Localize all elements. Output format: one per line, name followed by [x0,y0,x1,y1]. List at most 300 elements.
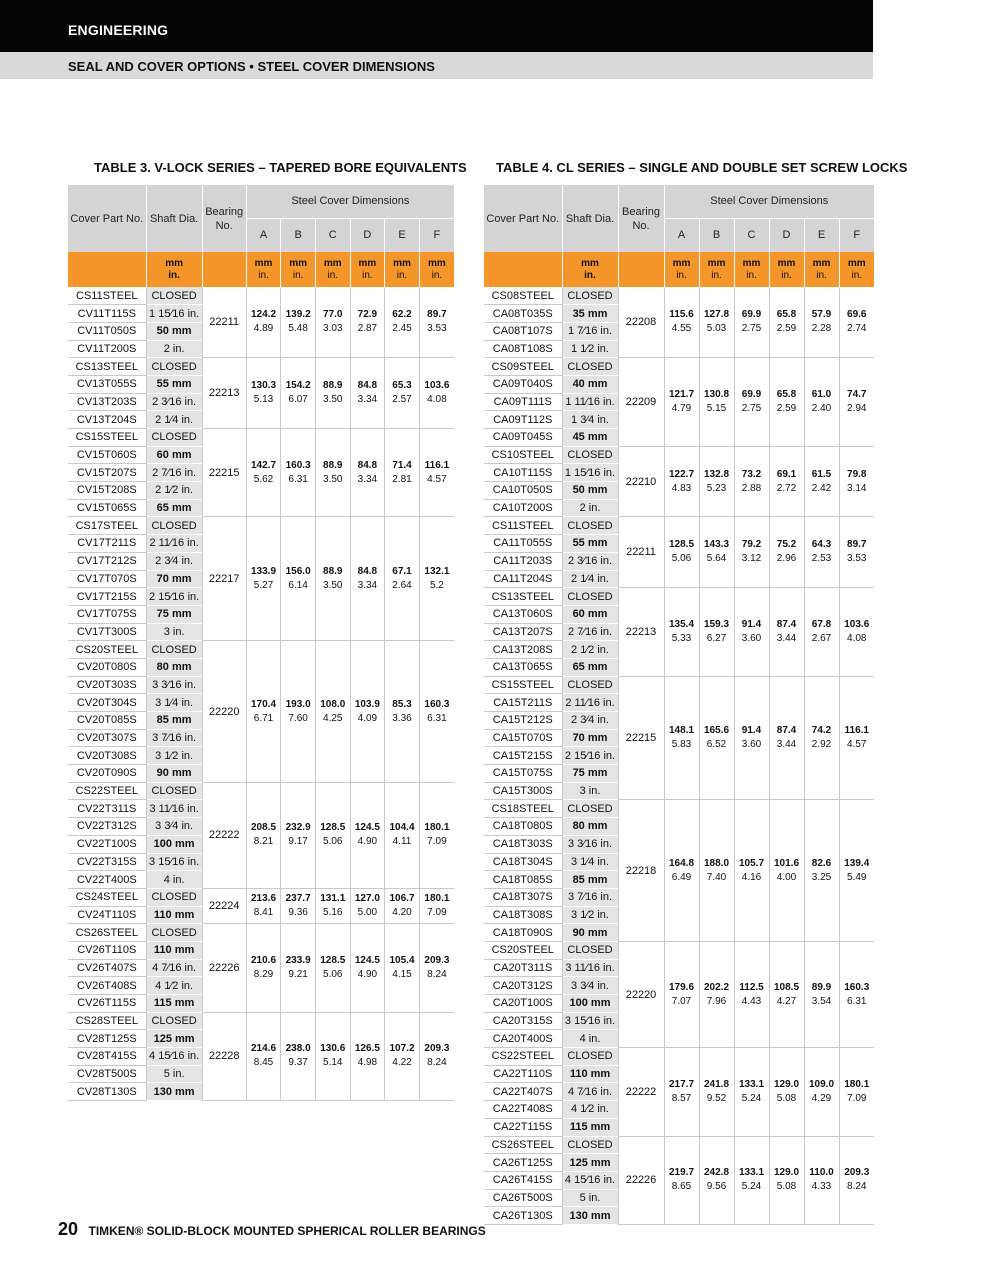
dimension-mm: 156.0 [285,565,311,577]
dimension-in: 3.54 [811,995,832,1007]
unit-mm: mm [428,257,446,269]
unit-in: in. [327,269,339,281]
cover-part-number: CS13STEEL [68,358,146,376]
dimension-in: 2.57 [392,394,412,406]
dimension-in: 3.12 [741,553,762,565]
dimension-mm: 109.0 [808,1078,835,1090]
dimension-value [350,888,385,923]
dimension-mm: 69.1 [776,468,797,480]
cover-part-number: CA20T315S [484,1012,562,1030]
cover-part-number: CV22T315S [68,853,146,871]
shaft-diameter: 65 mm [146,499,202,517]
dimension-value [769,800,804,942]
cover-part-number: CV17T300S [68,623,146,641]
dimension-mm: 209.3 [844,1167,870,1179]
dimension-mm: 89.7 [847,539,867,551]
cover-part-number: CA15T300S [484,782,562,800]
dimension-mm: 91.4 [741,618,762,630]
dimension-value [734,446,769,517]
dimension-mm: 74.2 [811,725,832,737]
bearing-number: 22215 [618,676,664,800]
shaft-diameter: CLOSED [562,358,618,376]
dimension-mm: 69.6 [847,309,867,321]
cover-part-number: CS22STEEL [484,1048,562,1066]
dimension-in: 5.33 [671,632,692,644]
shaft-diameter: 4 1⁄2 in. [562,1101,618,1119]
dimension-mm: 57.9 [811,309,832,321]
shaft-diameter: 90 mm [146,765,202,783]
cover-part-number: CV26T110S [68,941,146,959]
dimension-mm: 133.9 [250,565,277,577]
dimension-in: 8.45 [253,1057,274,1069]
unit-mm: mm [323,257,342,269]
dimension-mm: 179.6 [668,981,695,993]
dimension-in: 4.27 [776,995,797,1007]
dimension-in: 4.55 [671,323,692,335]
table-row [484,446,874,464]
dimension-in: 3.34 [357,473,378,485]
cover-part-number: CA18T307S [484,888,562,906]
cover-part-number: CA15T212S [484,712,562,730]
shaft-diameter: CLOSED [146,517,202,535]
shaft-diameter: 3 in. [562,782,618,800]
shaft-unit-in: in. [584,269,596,281]
dimension-in: 3.53 [427,323,447,335]
dimension-mm: 116.1 [424,459,450,471]
shaft-diameter: 75 mm [146,605,202,623]
dimension-mm: 85.3 [392,698,412,710]
dimension-in: 3.36 [392,712,412,724]
bearing-number: 22211 [618,517,664,588]
dimension-value [246,429,281,517]
dimension-in: 7.07 [671,995,692,1007]
dimension-mm: 219.7 [668,1167,695,1179]
shaft-diameter: 55 mm [146,375,202,393]
bearing-number: 22217 [202,517,246,641]
dimension-mm: 180.1 [424,822,450,834]
shaft-diameter: 2 1⁄4 in. [146,411,202,429]
dimension-in: 6.07 [288,394,308,406]
dimension-in: 5.06 [323,968,343,980]
shaft-diameter: 2 15⁄16 in. [562,747,618,765]
dimension-value [734,676,769,800]
table-row [484,358,874,376]
dimension-letter: B [281,218,316,252]
table-row [484,287,874,305]
dimension-unit [281,252,316,287]
dimension-in: 5.14 [323,1057,343,1069]
dimension-in: 5.08 [776,1092,797,1104]
dimension-value [804,1048,839,1136]
section-header-bar [0,0,873,52]
dimension-value [315,782,350,888]
dimension-value [246,517,281,641]
shaft-diameter: 60 mm [562,605,618,623]
dimension-mm: 130.6 [320,1043,346,1055]
dimension-value [419,924,454,1012]
dimension-mm: 142.7 [250,459,277,471]
steel-cover-dimensions-header: Steel Cover Dimensions [664,185,874,218]
unit-in: in. [292,269,304,281]
dimension-mm: 64.3 [811,539,832,551]
dimension-value [699,358,734,446]
dimension-value [385,429,420,517]
shaft-diameter: 110 mm [562,1065,618,1083]
dimension-mm: 112.5 [739,981,764,993]
shaft-diameter: 60 mm [146,446,202,464]
unit-mm: mm [672,257,691,269]
shaft-diameter: 4 in. [562,1030,618,1048]
dimension-mm: 214.6 [250,1043,277,1055]
dimension-value [804,800,839,942]
dimension-mm: 133.1 [738,1167,765,1179]
cover-part-number: CV26T407S [68,959,146,977]
table-row [484,676,874,694]
dimension-in: 2.96 [776,553,797,565]
shaft-diameter: CLOSED [146,287,202,305]
dimension-value [769,588,804,676]
shaft-diameter: 2 11⁄16 in. [562,694,618,712]
cover-part-number: CV22T100S [68,835,146,853]
units-blank [146,252,202,287]
dimension-mm: 202.2 [703,981,730,993]
dimension-value [419,358,454,429]
dimension-in: 9.17 [288,836,308,848]
dimension-value [385,1012,420,1100]
dimension-mm: 74.7 [847,388,867,400]
shaft-diameter: 3 3⁄4 in. [562,977,618,995]
cover-part-number: CA13T207S [484,623,562,641]
cover-part-number: CV28T500S [68,1065,146,1083]
cover-part-number: CS26STEEL [68,924,146,942]
bearing-number: 22209 [618,358,664,446]
shaft-diameter: 80 mm [562,818,618,836]
cover-part-number: CV13T204S [68,411,146,429]
shaft-diameter: 55 mm [562,535,618,553]
shaft-diameter: CLOSED [146,641,202,659]
dimension-letter: F [839,218,874,252]
cover-part-number: CA10T115S [484,464,562,482]
cover-part-number: CS18STEEL [484,800,562,818]
dimension-value [839,800,874,942]
shaft-diameter: CLOSED [562,1136,618,1154]
table-row [484,800,874,818]
unit-mm: mm [289,257,308,269]
shaft-diameter: 4 7⁄16 in. [146,959,202,977]
cover-part-number: CA15T075S [484,765,562,783]
dimension-in: 5.08 [776,1181,797,1193]
dimension-unit [419,252,454,287]
dimension-in: 9.37 [288,1057,308,1069]
shaft-diameter: 1 15⁄16 in. [146,305,202,323]
shaft-diameter: CLOSED [562,287,618,305]
dimension-mm: 164.8 [668,857,695,869]
dimension-value [664,1048,699,1136]
shaft-diameter: 2 3⁄4 in. [562,712,618,730]
dimension-value [699,1136,734,1224]
shaft-diameter: 3 1⁄4 in. [562,853,618,871]
dimension-value [419,287,454,358]
shaft-diameter: 115 mm [562,1118,618,1136]
dimension-value [246,287,281,358]
cover-part-number: CV26T408S [68,977,146,995]
dimension-mm: 159.3 [703,618,730,630]
dimension-value [839,1136,874,1224]
cover-part-number: CV15T065S [68,499,146,517]
header-row [484,185,874,218]
dimension-mm: 110.0 [809,1167,834,1179]
dimension-mm: 180.1 [424,893,450,905]
dimension-value [699,941,734,1047]
dimension-value [769,676,804,800]
dimension-value [281,287,316,358]
dimension-letter: E [385,218,420,252]
shaft-diameter: 1 15⁄16 in. [562,464,618,482]
dimension-in: 2.45 [392,323,412,335]
dimension-mm: 106.7 [389,893,415,905]
dimension-in: 2.42 [811,482,832,494]
dimension-mm: 88.9 [323,380,343,392]
unit-mm: mm [393,257,411,269]
shaft-diameter: CLOSED [146,429,202,447]
dimension-in: 2.53 [811,553,832,565]
dimension-value [281,641,316,783]
table-row [484,517,874,535]
bearing-number: 22224 [202,888,246,923]
dimension-in: 2.92 [811,739,832,751]
dimension-value [246,641,281,783]
cover-part-number: CV15T208S [68,482,146,500]
cover-part-number: CA13T060S [484,605,562,623]
dimension-in: 4.33 [811,1181,832,1193]
dimension-in: 2.67 [811,632,832,644]
dimension-in: 9.21 [288,968,308,980]
dimension-unit [734,252,769,287]
shaft-diameter: 3 11⁄16 in. [562,959,618,977]
dimension-mm: 65.8 [776,388,797,400]
dimension-mm: 107.2 [389,1043,415,1055]
dimension-mm: 84.8 [357,380,378,392]
dimension-value [699,676,734,800]
dimension-in: 5.49 [847,871,867,883]
unit-in: in. [676,269,687,281]
shaft-diameter: CLOSED [562,1048,618,1066]
dimension-value [699,1048,734,1136]
dimension-in: 7.09 [427,836,447,848]
unit-in: in. [396,269,408,281]
unit-in: in. [431,269,443,281]
dimension-value [419,517,454,641]
dimension-in: 5.23 [706,482,727,494]
dimension-mm: 160.3 [424,698,450,710]
dimension-mm: 79.8 [847,468,867,480]
shaft-diameter: 4 7⁄16 in. [562,1083,618,1101]
dimension-value [734,941,769,1047]
dimension-value [804,676,839,800]
dimension-in: 4.89 [253,323,274,335]
page-subtitle: SEAL AND COVER OPTIONS • STEEL COVER DIMENSIONS [68,59,435,74]
dimension-mm: 210.6 [250,954,277,966]
dimension-letter: A [246,218,281,252]
dimension-mm: 148.1 [668,725,695,737]
cover-part-number: CV26T115S [68,995,146,1013]
dimension-mm: 121.7 [668,388,695,400]
cover-part-number: CV17T075S [68,605,146,623]
dimension-mm: 115.6 [669,309,694,321]
dimension-value [734,1136,769,1224]
dimension-mm: 108.0 [320,698,346,710]
bearing-number: 22226 [618,1136,664,1224]
dimension-in: 4.08 [427,394,447,406]
dimension-value [350,924,385,1012]
dimension-in: 3.60 [741,739,762,751]
dimension-in: 5.48 [288,323,308,335]
dimension-value [350,517,385,641]
dimension-value [699,800,734,942]
dimension-value [246,924,281,1012]
dimension-mm: 84.8 [357,459,378,471]
shaft-diameter: 45 mm [562,429,618,447]
dimension-value [839,1048,874,1136]
cover-part-number: CA22T407S [484,1083,562,1101]
dimension-in: 5.06 [323,836,343,848]
cover-part-number: CV11T115S [68,305,146,323]
dimension-value [419,888,454,923]
dimension-mm: 209.3 [424,954,450,966]
cover-part-number: CA18T080S [484,818,562,836]
shaft-diameter: 70 mm [562,729,618,747]
dimension-in: 2.59 [776,323,797,335]
unit-in: in. [711,269,722,281]
dimension-mm: 62.2 [392,309,412,321]
steel-cover-dimensions-header: Steel Cover Dimensions [246,185,454,218]
table-row [68,641,454,659]
shaft-diameter: 4 in. [146,871,202,889]
dimension-in: 4.98 [357,1057,378,1069]
dimension-value [664,588,699,676]
dimension-in: 5.15 [706,402,727,414]
col-shaft-header: Shaft Dia. [562,185,618,252]
dimension-value [315,888,350,923]
dimension-in: 5.24 [741,1181,762,1193]
cover-part-number: CV28T125S [68,1030,146,1048]
shaft-diameter: 2 3⁄16 in. [562,552,618,570]
dimension-mm: 238.0 [285,1043,311,1055]
dimension-value [246,1012,281,1100]
shaft-unit-mm: mm [165,257,183,269]
dimension-value [839,358,874,446]
dimension-value [734,517,769,588]
dimension-mm: 65.8 [776,309,797,321]
dimension-letter: C [315,218,350,252]
dimension-value [315,429,350,517]
shaft-diameter: 130 mm [146,1083,202,1101]
dimension-mm: 67.8 [811,618,832,630]
dimension-value [385,358,420,429]
footer-text: TIMKEN® SOLID-BLOCK MOUNTED SPHERICAL ROLLER BEARINGS [88,1224,486,1238]
shaft-diameter: 2 1⁄4 in. [562,570,618,588]
dimension-in: 3.53 [847,553,867,565]
bearing-number: 22213 [202,358,246,429]
shaft-diameter: 110 mm [146,941,202,959]
dimension-mm: 213.6 [250,893,277,905]
dimension-value [769,446,804,517]
dimension-value [315,287,350,358]
cover-part-number: CA22T115S [484,1118,562,1136]
dimension-mm: 124.5 [354,954,380,966]
dimension-value [419,641,454,783]
cover-part-number: CV20T307S [68,729,146,747]
col-part-header: Cover Part No. [484,185,562,252]
dimension-value [385,287,420,358]
dimension-mm: 87.4 [776,618,797,630]
shaft-diameter: 2 in. [146,340,202,358]
table-row [68,888,454,906]
dimension-value [664,517,699,588]
cover-part-number: CA18T303S [484,835,562,853]
dimension-value [664,446,699,517]
dimension-in: 6.49 [671,871,692,883]
dimension-mm: 104.4 [389,822,415,834]
dimension-letter: E [804,218,839,252]
page-number: 20 [58,1219,79,1239]
unit-in: in. [362,269,373,281]
shaft-diameter: 40 mm [562,375,618,393]
dimension-in: 7.60 [288,712,308,724]
cover-part-number: CA18T090S [484,924,562,942]
dimension-value [699,287,734,358]
dimension-in: 6.31 [427,712,447,724]
shaft-diameter: 5 in. [146,1065,202,1083]
shaft-diameter: 2 7⁄16 in. [146,464,202,482]
cover-part-number: CA15T211S [484,694,562,712]
dimension-in: 3.50 [323,394,343,406]
dimension-mm: 103.6 [424,380,450,392]
dimension-in: 4.25 [323,712,343,724]
dimension-in: 3.50 [323,579,343,591]
dimension-value [315,358,350,429]
dimension-value [804,517,839,588]
dimension-mm: 133.1 [738,1078,765,1090]
dimension-in: 4.22 [392,1057,412,1069]
dimension-value [734,358,769,446]
cover-part-number: CV17T212S [68,552,146,570]
shaft-diameter: 3 15⁄16 in. [562,1012,618,1030]
shaft-diameter: 1 1⁄2 in. [562,340,618,358]
cover-part-number: CV15T207S [68,464,146,482]
dimension-mm: 170.4 [250,698,277,710]
cover-part-number: CS20STEEL [68,641,146,659]
shaft-diameter: CLOSED [562,800,618,818]
shaft-diameter: 3 11⁄16 in. [146,800,202,818]
dimension-mm: 103.9 [354,698,380,710]
shaft-diameter: 2 in. [562,499,618,517]
dimension-value [246,888,281,923]
dimension-in: 4.83 [671,482,692,494]
table-row [484,1048,874,1066]
shaft-diameter: 2 15⁄16 in. [146,588,202,606]
shaft-diameter: 85 mm [562,871,618,889]
dimension-mm: 128.5 [320,954,346,966]
unit-in: in. [746,269,757,281]
dimension-value [804,358,839,446]
cover-part-number: CA20T312S [484,977,562,995]
cover-part-number: CA11T203S [484,552,562,570]
dimension-value [385,517,420,641]
shaft-diameter: 35 mm [562,305,618,323]
dimension-mm: 71.4 [392,459,412,471]
shaft-diameter: 3 3⁄16 in. [146,676,202,694]
